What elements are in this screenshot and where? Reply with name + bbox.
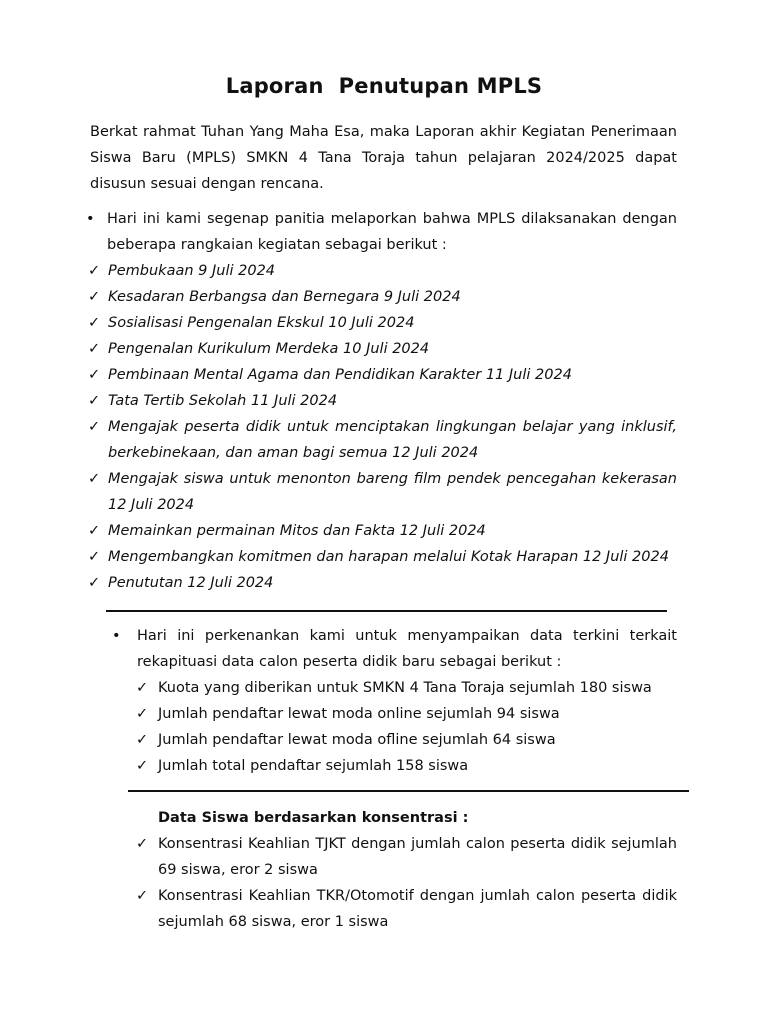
- activity-item: [88, 466, 677, 518]
- check-icon: ✓: [136, 836, 149, 852]
- concentration-item-text: Konsentrasi Keahlian TJKT dengan jumlah calon peserta didik sejumlah 69 siswa, eror 2 siswa: [158, 836, 677, 878]
- activity-item-text: Tata Tertib Sekolah 11 Juli 2024: [108, 393, 338, 409]
- check-icon: ✓: [88, 419, 101, 435]
- activity-item: [88, 258, 677, 284]
- activity-item: [88, 284, 677, 310]
- activity-item-text: Pembinaan Mental Agama dan Pendidikan Karakter 11 Juli 2024: [108, 367, 572, 383]
- section2-bullet-text: Hari ini perkenankan kami untuk menyampaikan data terkini terkait rekapituasi data calon peserta didik baru sebagai berikut :: [137, 628, 677, 670]
- activity-item-text: Pembukaan 9 Juli 2024: [108, 263, 276, 279]
- check-icon: ✓: [136, 732, 149, 748]
- bullet-icon: •: [86, 211, 95, 227]
- check-icon: ✓: [88, 341, 101, 357]
- concentration-item-text: Konsentrasi Keahlian TKR/Otomotif dengan jumlah calon peserta didik sejumlah 68 siswa, eror 1 siswa: [158, 888, 677, 930]
- registration-item: [136, 727, 677, 753]
- check-icon: ✓: [88, 289, 101, 305]
- activity-item-text: Penututan 12 Juli 2024: [108, 575, 274, 591]
- activity-item: [88, 336, 677, 362]
- check-icon: ✓: [88, 367, 101, 383]
- registration-item-text: Kuota yang diberikan untuk SMKN 4 Tana Toraja sejumlah 180 siswa: [158, 680, 652, 696]
- concentration-item: [136, 831, 677, 883]
- activity-item: [88, 414, 677, 466]
- section1-bullet-text: Hari ini kami segenap panitia melaporkan bahwa MPLS dilaksanakan dengan beberapa rangkaian kegiatan sebagai berikut :: [107, 211, 677, 253]
- section1-bullet-item: [86, 206, 677, 258]
- check-icon: ✓: [88, 549, 101, 565]
- activity-item: [88, 362, 677, 388]
- check-icon: ✓: [136, 706, 149, 722]
- bullet-icon: •: [112, 628, 121, 644]
- activity-item-text: Sosialisasi Pengenalan Ekskul 10 Juli 2024: [108, 315, 415, 331]
- activity-item: [88, 388, 677, 414]
- check-icon: ✓: [136, 680, 149, 696]
- activity-item-text: Mengajak peserta didik untuk menciptakan lingkungan belajar yang inklusif, berkebinekaan, dan aman bagi semua 12 Juli 2024: [108, 419, 677, 461]
- section3-heading: Data Siswa berdasarkan konsentrasi :: [158, 810, 469, 826]
- registration-item-text: Jumlah pendaftar lewat moda ofline sejumlah 64 siswa: [158, 732, 556, 748]
- check-icon: ✓: [136, 888, 149, 904]
- activity-item: [88, 544, 677, 570]
- registration-item: [136, 701, 677, 727]
- divider-2: [128, 790, 689, 792]
- check-icon: ✓: [88, 315, 101, 331]
- activity-item: [88, 518, 677, 544]
- activity-item-text: Pengenalan Kurikulum Merdeka 10 Juli 2024: [108, 341, 430, 357]
- check-icon: ✓: [88, 523, 101, 539]
- activity-item-text: Kesadaran Berbangsa dan Bernegara 9 Juli 2024: [108, 289, 461, 305]
- divider-1: [106, 610, 667, 612]
- registration-item-text: Jumlah total pendaftar sejumlah 158 siswa: [158, 758, 469, 774]
- activity-item-text: Mengajak siswa untuk menonton bareng film pendek pencegahan kekerasan 12 Juli 2024: [108, 471, 677, 513]
- activity-item-text: Memainkan permainan Mitos dan Fakta 12 Juli 2024: [108, 523, 486, 539]
- activity-item-text: Mengembangkan komitmen dan harapan melalui Kotak Harapan 12 Juli 2024: [108, 549, 669, 565]
- registration-item: [136, 675, 677, 701]
- check-icon: ✓: [88, 575, 101, 591]
- intro-paragraph: Berkat rahmat Tuhan Yang Maha Esa, maka Laporan akhir Kegiatan Penerimaan Siswa Baru (MPLS) SMKN 4 Tana Toraja tahun pelajaran 2024/2025 dapat disusun sesuai dengan rencana.: [90, 124, 677, 192]
- check-icon: ✓: [88, 471, 101, 487]
- activity-item: [88, 570, 677, 596]
- concentration-item: [136, 883, 677, 935]
- check-icon: ✓: [88, 263, 101, 279]
- activity-item: [88, 310, 677, 336]
- check-icon: ✓: [88, 393, 101, 409]
- section2-bullet-item: [112, 623, 677, 675]
- check-icon: ✓: [136, 758, 149, 774]
- registration-item: [136, 753, 677, 779]
- page-title: Laporan Penutupan MPLS: [225, 74, 543, 98]
- registration-item-text: Jumlah pendaftar lewat moda online sejumlah 94 siswa: [158, 706, 560, 722]
